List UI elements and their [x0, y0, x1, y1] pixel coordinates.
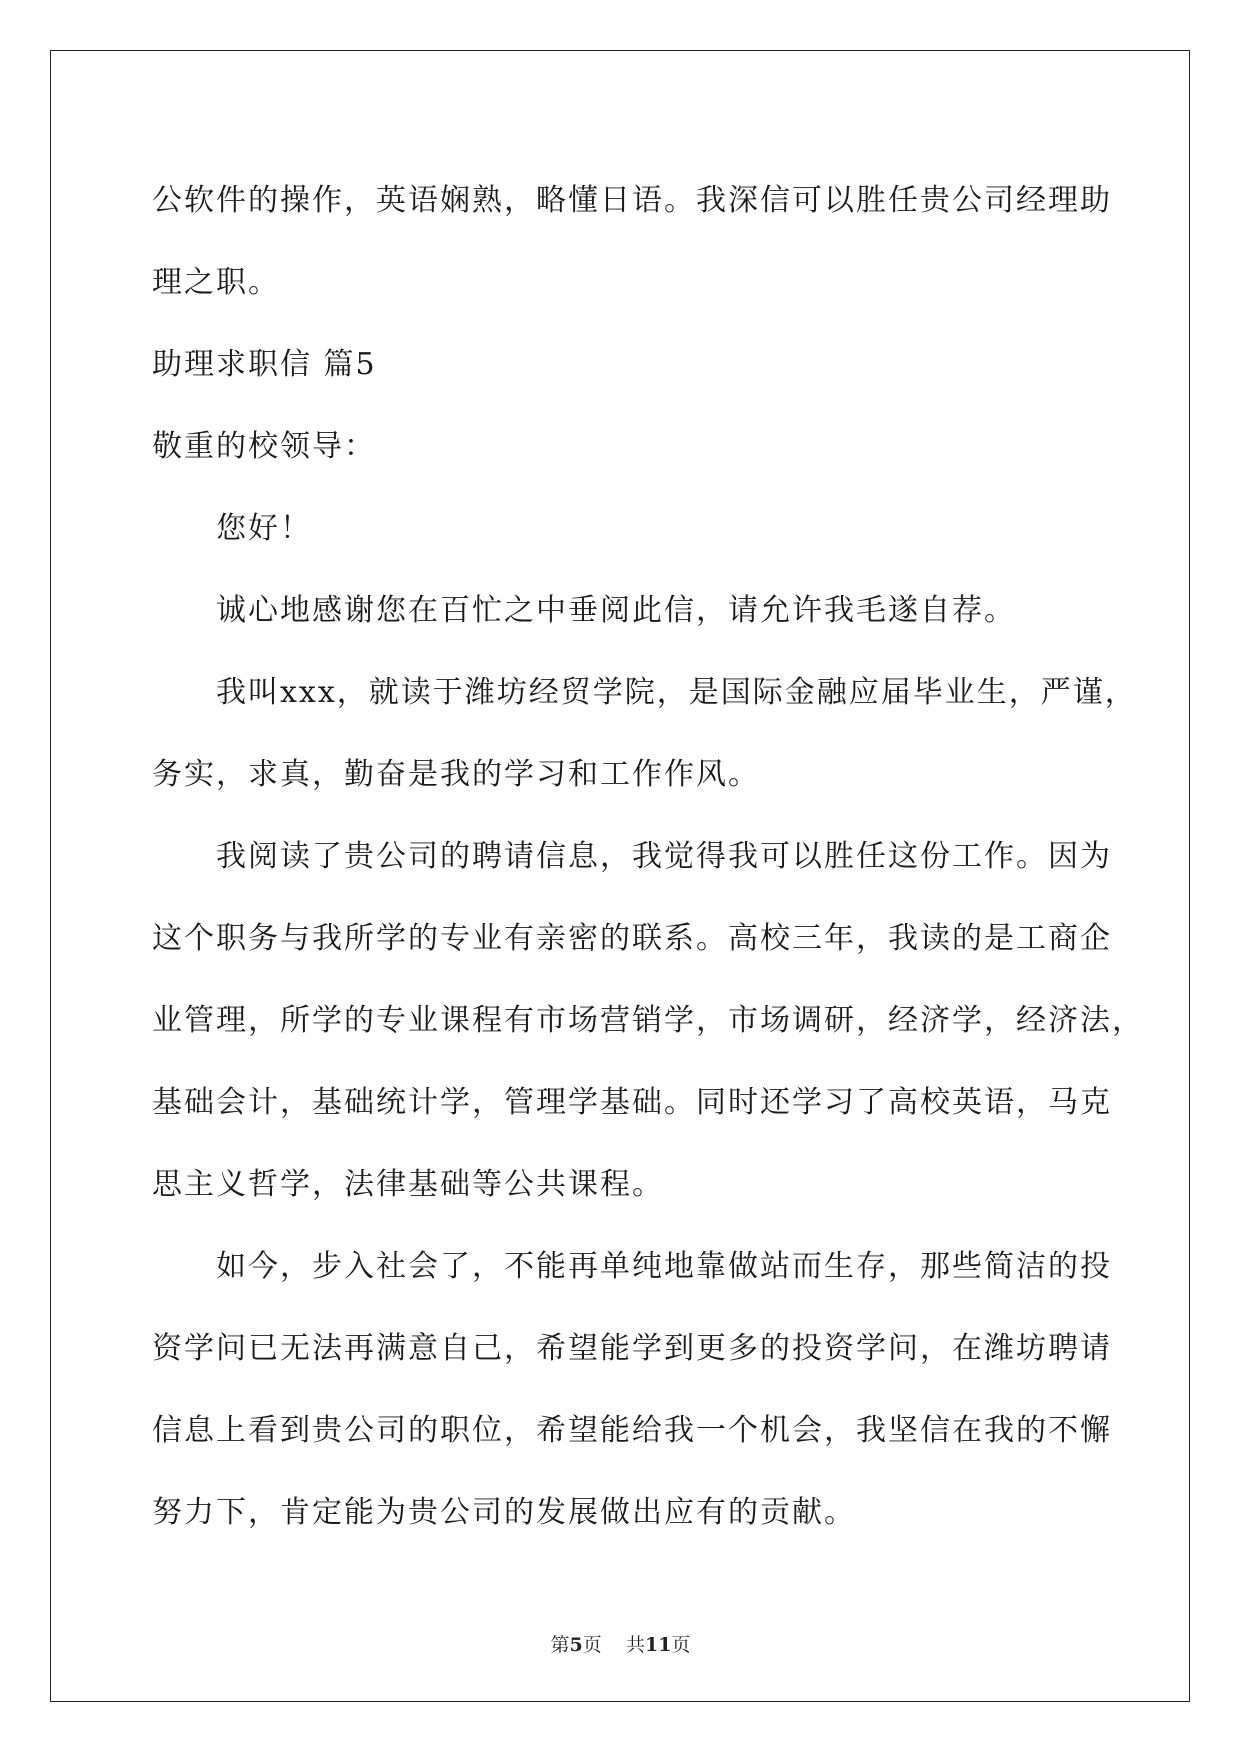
text-line: 思主义哲学，法律基础等公共课程。: [152, 1167, 664, 1202]
greeting: 您好！: [216, 511, 312, 546]
total-suffix: 页: [671, 1634, 691, 1656]
page-prefix: 第: [550, 1634, 570, 1656]
text-line: 我阅读了贵公司的聘请信息，我觉得我可以胜任这份工作。因为: [216, 839, 1112, 874]
text-line: 这个职务与我所学的专业有亲密的联系。高校三年，我读的是工商企: [152, 921, 1112, 956]
text-line: 资学问已无法再满意自己，希望能学到更多的投资学问，在潍坊聘请: [152, 1331, 1112, 1366]
text-line: 业管理，所学的专业课程有市场营销学，市场调研，经济学，经济法，: [152, 1003, 1144, 1038]
document-body: [152, 160, 1144, 1554]
total-pages: 11: [644, 1634, 672, 1656]
text-line: 如今，步入社会了，不能再单纯地靠做站而生存，那些简洁的投: [216, 1249, 1112, 1284]
text-line: 努力下，肯定能为贵公司的发展做出应有的贡献。: [152, 1495, 856, 1530]
text-line: 务实，求真，勤奋是我的学习和工作作风。: [152, 757, 760, 792]
page-suffix: 页: [582, 1634, 602, 1656]
text-line: 信息上看到贵公司的职位，希望能给我一个机会，我坚信在我的不懈: [152, 1413, 1112, 1448]
text-line: 诚心地感谢您在百忙之中垂阅此信，请允许我毛遂自荐。: [216, 593, 1016, 628]
text-line: 公软件的操作，英语娴熟，略懂日语。我深信可以胜任贵公司经理助: [152, 183, 1112, 218]
text-line: 基础会计，基础统计学，管理学基础。同时还学习了高校英语，马克: [152, 1085, 1112, 1120]
text-line: 我叫xxx，就读于潍坊经贸学院，是国际金融应届毕业生，严谨，: [216, 675, 1137, 710]
total-prefix: 共: [625, 1634, 645, 1656]
salutation: 敬重的校领导：: [152, 429, 376, 464]
page-number: 5: [569, 1634, 583, 1656]
section-heading: 助理求职信 篇5: [152, 347, 377, 382]
page-footer: [0, 1630, 1241, 1657]
text-line: 理之职。: [152, 265, 280, 300]
